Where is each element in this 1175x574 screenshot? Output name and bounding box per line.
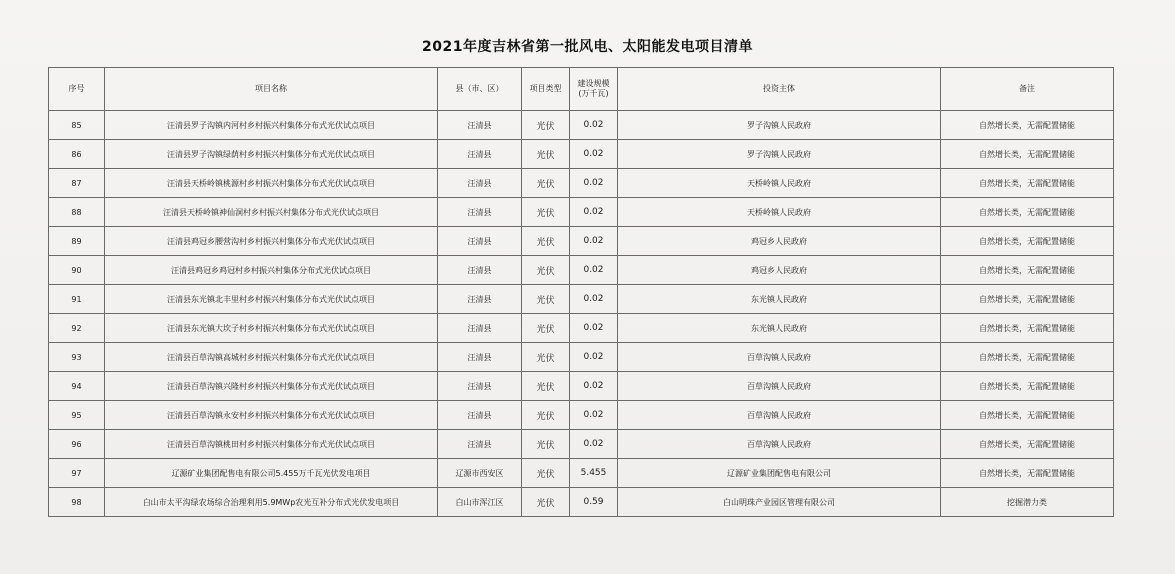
- cell-remarks: 自然增长类，无需配置储能: [941, 169, 1114, 198]
- cell-project-name: 汪清县鸡冠乡腰营沟村乡村振兴村集体分布式光伏试点项目: [105, 227, 438, 256]
- cell-investor: 罗子沟镇人民政府: [618, 111, 941, 140]
- cell-county: 汪清县: [438, 314, 522, 343]
- table-row: [49, 459, 1114, 488]
- cell-remarks: 自然增长类，无需配置储能: [941, 256, 1114, 285]
- table-row: [49, 488, 1114, 517]
- cell-index: 97: [49, 459, 105, 488]
- cell-project-type: 光伏: [522, 488, 570, 517]
- cell-remarks: 自然增长类，无需配置储能: [941, 285, 1114, 314]
- cell-index: 87: [49, 169, 105, 198]
- cell-scale: 0.02: [570, 256, 618, 285]
- cell-project-type: 光伏: [522, 372, 570, 401]
- table-row: [49, 140, 1114, 169]
- cell-index: 93: [49, 343, 105, 372]
- cell-index: 85: [49, 111, 105, 140]
- cell-investor: 罗子沟镇人民政府: [618, 140, 941, 169]
- cell-project-name: 汪清县东光镇北丰里村乡村振兴村集体分布式光伏试点项目: [105, 285, 438, 314]
- cell-project-name: 汪清县天桥岭镇桃源村乡村振兴村集体分布式光伏试点项目: [105, 169, 438, 198]
- header-scale-line1: 建设规模: [577, 79, 610, 88]
- cell-index: 92: [49, 314, 105, 343]
- cell-project-type: 光伏: [522, 256, 570, 285]
- cell-remarks: 自然增长类，无需配置储能: [941, 140, 1114, 169]
- cell-remarks: 自然增长类，无需配置储能: [941, 314, 1114, 343]
- cell-investor: 鸡冠乡人民政府: [618, 256, 941, 285]
- cell-investor: 鸡冠乡人民政府: [618, 227, 941, 256]
- cell-scale: 0.02: [570, 430, 618, 459]
- cell-project-name: 汪清县鸡冠乡鸡冠村乡村振兴村集体分布式光伏试点项目: [105, 256, 438, 285]
- cell-county: 汪清县: [438, 169, 522, 198]
- cell-project-name: 汪清县百草沟镇高城村乡村振兴村集体分布式光伏试点项目: [105, 343, 438, 372]
- cell-project-type: 光伏: [522, 314, 570, 343]
- cell-scale: 0.02: [570, 285, 618, 314]
- cell-index: 90: [49, 256, 105, 285]
- table-row: [49, 256, 1114, 285]
- header-county: 县（市、区）: [438, 68, 522, 111]
- cell-remarks: 挖掘潜力类: [941, 488, 1114, 517]
- cell-scale: 0.02: [570, 198, 618, 227]
- cell-index: 86: [49, 140, 105, 169]
- table-header-row: [49, 68, 1114, 111]
- cell-investor: 天桥岭镇人民政府: [618, 198, 941, 227]
- cell-scale: 0.02: [570, 372, 618, 401]
- cell-scale: 0.02: [570, 227, 618, 256]
- cell-scale: 0.02: [570, 343, 618, 372]
- header-project-type: 项目类型: [522, 68, 570, 111]
- header-project-name: 项目名称: [105, 68, 438, 111]
- cell-remarks: 自然增长类，无需配置储能: [941, 430, 1114, 459]
- table-row: [49, 285, 1114, 314]
- cell-investor: 白山明珠产业园区管理有限公司: [618, 488, 941, 517]
- table-row: [49, 111, 1114, 140]
- cell-project-type: 光伏: [522, 343, 570, 372]
- cell-project-type: 光伏: [522, 401, 570, 430]
- cell-project-type: 光伏: [522, 227, 570, 256]
- cell-project-name: 汪清县百草沟镇兴隆村乡村振兴村集体分布式光伏试点项目: [105, 372, 438, 401]
- cell-county: 汪清县: [438, 140, 522, 169]
- table-row: [49, 198, 1114, 227]
- project-table: [48, 67, 1114, 517]
- cell-county: 汪清县: [438, 285, 522, 314]
- cell-index: 91: [49, 285, 105, 314]
- cell-project-type: 光伏: [522, 169, 570, 198]
- cell-project-type: 光伏: [522, 111, 570, 140]
- cell-county: 汪清县: [438, 343, 522, 372]
- cell-county: 汪清县: [438, 401, 522, 430]
- cell-project-type: 光伏: [522, 140, 570, 169]
- cell-project-type: 光伏: [522, 198, 570, 227]
- cell-remarks: 自然增长类，无需配置储能: [941, 343, 1114, 372]
- cell-county: 汪清县: [438, 227, 522, 256]
- cell-index: 89: [49, 227, 105, 256]
- table-row: [49, 343, 1114, 372]
- cell-index: 88: [49, 198, 105, 227]
- cell-investor: 东光镇人民政府: [618, 285, 941, 314]
- cell-investor: 百草沟镇人民政府: [618, 343, 941, 372]
- cell-remarks: 自然增长类，无需配置储能: [941, 198, 1114, 227]
- cell-project-type: 光伏: [522, 459, 570, 488]
- cell-index: 98: [49, 488, 105, 517]
- table-row: [49, 227, 1114, 256]
- document-title: 2021年度吉林省第一批风电、太阳能发电项目清单: [422, 39, 753, 55]
- header-scale: [570, 68, 618, 111]
- cell-project-name: 辽源矿业集团配售电有限公司5.455万千瓦光伏发电项目: [105, 459, 438, 488]
- cell-project-name: 汪清县罗子沟镇绿荫村乡村振兴村集体分布式光伏试点项目: [105, 140, 438, 169]
- table-row: [49, 314, 1114, 343]
- table-row: [49, 401, 1114, 430]
- cell-scale: 0.02: [570, 111, 618, 140]
- cell-scale: 0.02: [570, 140, 618, 169]
- header-remarks: 备注: [941, 68, 1114, 111]
- header-investor: 投资主体: [618, 68, 941, 111]
- cell-investor: 天桥岭镇人民政府: [618, 169, 941, 198]
- cell-remarks: 自然增长类，无需配置储能: [941, 459, 1114, 488]
- cell-scale: 0.02: [570, 314, 618, 343]
- cell-project-name: 汪清县百草沟镇永安村乡村振兴村集体分布式光伏试点项目: [105, 401, 438, 430]
- table-row: [49, 430, 1114, 459]
- cell-index: 94: [49, 372, 105, 401]
- cell-county: 汪清县: [438, 256, 522, 285]
- table-row: [49, 169, 1114, 198]
- cell-remarks: 自然增长类，无需配置储能: [941, 401, 1114, 430]
- cell-index: 96: [49, 430, 105, 459]
- cell-county: 汪清县: [438, 198, 522, 227]
- cell-scale: 5.455: [570, 459, 618, 488]
- cell-remarks: 自然增长类，无需配置储能: [941, 372, 1114, 401]
- cell-project-name: 汪清县天桥岭镇神仙洞村乡村振兴村集体分布式光伏试点项目: [105, 198, 438, 227]
- cell-scale: 0.59: [570, 488, 618, 517]
- cell-investor: 百草沟镇人民政府: [618, 430, 941, 459]
- cell-remarks: 自然增长类，无需配置储能: [941, 111, 1114, 140]
- cell-project-type: 光伏: [522, 285, 570, 314]
- cell-index: 95: [49, 401, 105, 430]
- cell-county: 汪清县: [438, 372, 522, 401]
- cell-county: 辽源市西安区: [438, 459, 522, 488]
- cell-investor: 辽源矿业集团配售电有限公司: [618, 459, 941, 488]
- cell-project-name: 汪清县东光镇大坎子村乡村振兴村集体分布式光伏试点项目: [105, 314, 438, 343]
- cell-project-name: 白山市太平沟绿农场综合治理利用5.9MWp农光互补分布式光伏发电项目: [105, 488, 438, 517]
- cell-project-name: 汪清县罗子沟镇内河村乡村振兴村集体分布式光伏试点项目: [105, 111, 438, 140]
- cell-investor: 百草沟镇人民政府: [618, 401, 941, 430]
- cell-scale: 0.02: [570, 401, 618, 430]
- cell-project-name: 汪清县百草沟镇桃田村乡村振兴村集体分布式光伏试点项目: [105, 430, 438, 459]
- cell-scale: 0.02: [570, 169, 618, 198]
- cell-investor: 百草沟镇人民政府: [618, 372, 941, 401]
- header-index: 序号: [49, 68, 105, 111]
- table-row: [49, 372, 1114, 401]
- cell-remarks: 自然增长类，无需配置储能: [941, 227, 1114, 256]
- cell-county: 汪清县: [438, 111, 522, 140]
- cell-project-type: 光伏: [522, 430, 570, 459]
- cell-county: 汪清县: [438, 430, 522, 459]
- cell-investor: 东光镇人民政府: [618, 314, 941, 343]
- header-scale-line2: (万千瓦): [578, 89, 609, 98]
- cell-county: 白山市浑江区: [438, 488, 522, 517]
